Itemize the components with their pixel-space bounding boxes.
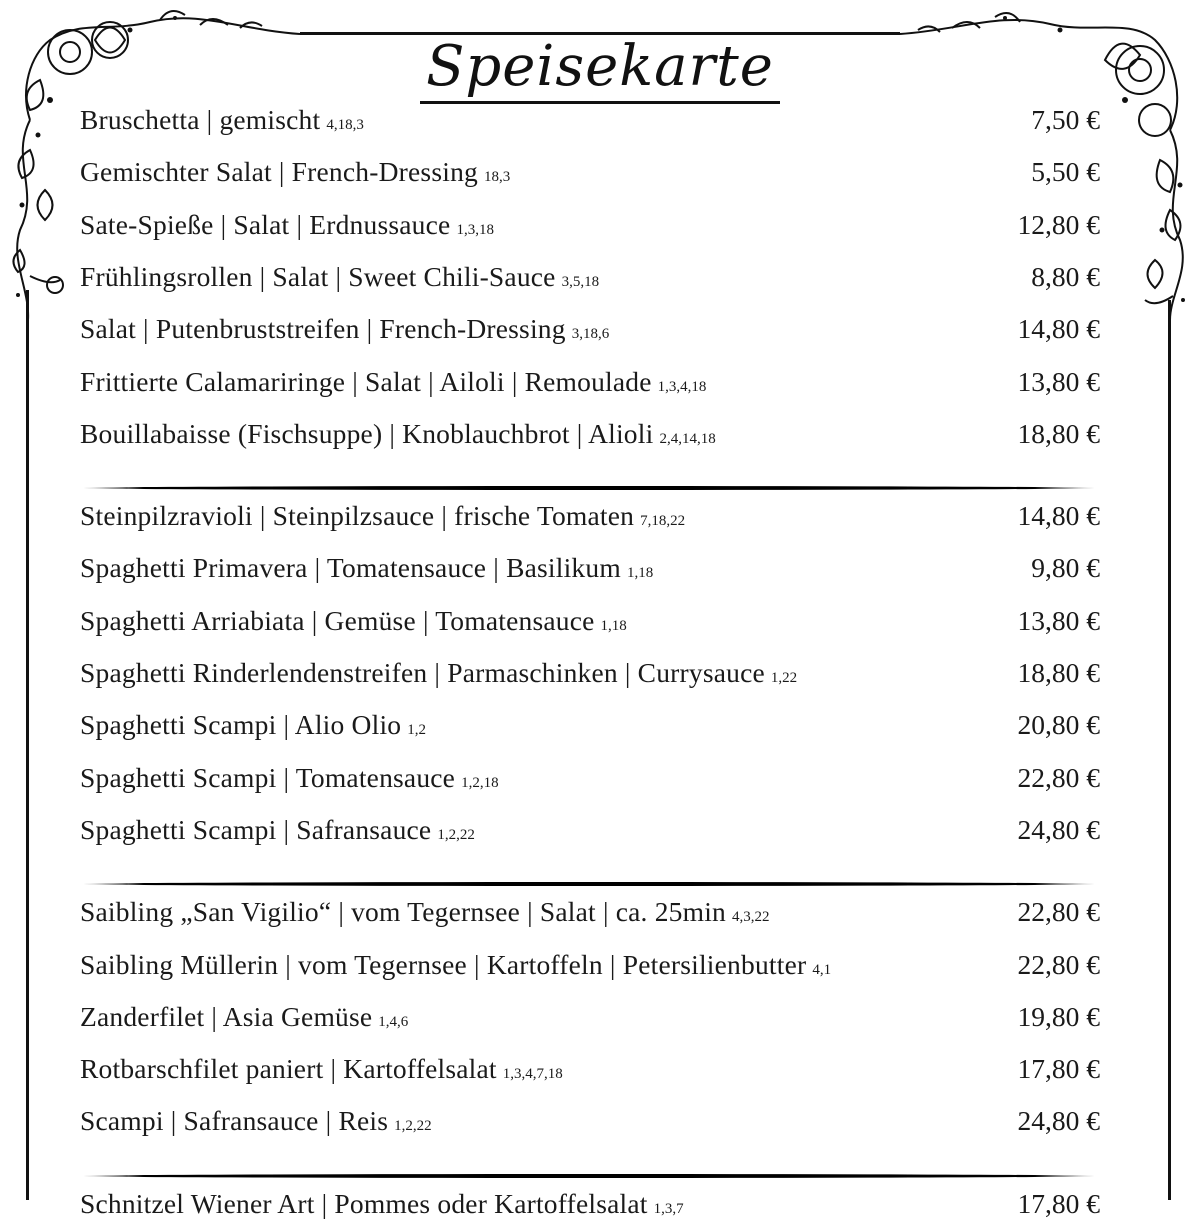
dish-title: Bruschetta | gemischt xyxy=(80,104,321,135)
menu-item xyxy=(80,758,1102,798)
menu-item xyxy=(80,892,1102,932)
dish-title: Frühlingsrollen | Salat | Sweet Chili-Sauce xyxy=(80,260,556,292)
dish-price: 12,80 € xyxy=(1017,208,1100,240)
menu-item xyxy=(80,997,1102,1037)
dish-price: 22,80 € xyxy=(1017,761,1100,793)
dish-price: 7,50 € xyxy=(1031,104,1100,135)
allergen-codes: 4,1 xyxy=(812,961,832,978)
allergen-codes: 7,18,22 xyxy=(640,513,686,530)
allergen-codes: 1,18 xyxy=(600,617,627,634)
dish-price: 14,80 € xyxy=(1017,500,1100,532)
frame-left-line xyxy=(26,290,29,1200)
allergen-codes: 1,4,6 xyxy=(378,1013,409,1030)
dish-title: Zanderfilet | Asia Gemüse xyxy=(80,1000,373,1032)
dish-name xyxy=(80,709,426,741)
section-divider xyxy=(84,1174,1094,1178)
dish-name xyxy=(80,1001,408,1033)
menu-item xyxy=(80,257,1102,297)
dish-title: Spaghetti Arriabiata | Gemüse | Tomatensauce xyxy=(80,604,595,636)
dish-price: 19,80 € xyxy=(1017,1000,1100,1032)
dish-price: 18,80 € xyxy=(1017,657,1100,688)
menu-item xyxy=(80,362,1102,402)
menu-item xyxy=(80,945,1102,985)
dish-title: Frittierte Calamariringe | Salat | Ailoli | Remoulade xyxy=(80,365,652,397)
menu-item xyxy=(80,548,1102,588)
dish-price: 8,80 € xyxy=(1031,260,1100,292)
dish-title: Spaghetti Scampi | Safransauce xyxy=(80,813,432,845)
dish-price: 5,50 € xyxy=(1031,156,1100,188)
dish-price: 17,80 € xyxy=(1017,1187,1100,1219)
dish-price: 22,80 € xyxy=(1017,948,1100,980)
menu-item xyxy=(80,100,1102,140)
menu-item xyxy=(80,653,1102,693)
dish-name xyxy=(80,1188,684,1220)
dish-name xyxy=(80,366,706,398)
dish-title: Steinpilzravioli | Steinpilzsauce | frische Tomaten xyxy=(80,500,635,532)
dish-name xyxy=(80,605,627,637)
dish-price: 22,80 € xyxy=(1017,896,1100,928)
allergen-codes: 3,18,6 xyxy=(571,326,610,343)
dish-title: Saibling „San Vigilio“ | vom Tegernsee | Salat | ca. 25min xyxy=(80,896,726,928)
menu-item xyxy=(80,1101,1102,1141)
menu-item xyxy=(80,601,1102,641)
frame-right-line xyxy=(1168,300,1171,1200)
menu-item xyxy=(80,152,1102,192)
dish-price: 24,80 € xyxy=(1017,1105,1100,1137)
dish-name xyxy=(80,949,831,981)
allergen-codes: 1,3,4,18 xyxy=(657,378,707,395)
dish-title: Saibling Müllerin | vom Tegernsee | Kartoffeln | Petersilienbutter xyxy=(80,948,807,980)
dish-price: 9,80 € xyxy=(1031,552,1100,584)
menu-item xyxy=(80,309,1102,349)
dish-title: Spaghetti Primavera | Tomatensauce | Basilikum xyxy=(80,552,621,584)
allergen-codes: 3,5,18 xyxy=(561,273,600,290)
allergen-codes: 1,18 xyxy=(626,565,654,582)
dish-name xyxy=(80,552,653,584)
allergen-codes: 1,2,18 xyxy=(461,774,499,791)
menu-item xyxy=(80,1184,1102,1224)
dish-title: Sate-Spieße | Salat | Erdnussauce xyxy=(80,208,451,240)
dish-title: Spaghetti Scampi | Tomatensauce xyxy=(80,761,456,793)
allergen-codes: 1,3,7 xyxy=(653,1200,684,1217)
dish-name xyxy=(80,896,769,928)
dish-name xyxy=(80,209,494,241)
dish-name xyxy=(80,1053,563,1085)
dish-name xyxy=(80,261,599,293)
allergen-codes: 1,22 xyxy=(770,670,798,686)
dish-name xyxy=(80,1105,432,1137)
allergen-codes: 1,2 xyxy=(407,722,426,739)
menu-item xyxy=(80,1049,1102,1089)
dish-title: Scampi | Safransauce | Reis xyxy=(80,1105,389,1137)
dish-name xyxy=(80,814,475,846)
allergen-codes: 4,3,22 xyxy=(731,909,770,926)
dish-name xyxy=(80,313,609,345)
dish-title: Schnitzel Wiener Art | Pommes oder Kartoffelsalat xyxy=(80,1187,648,1219)
dish-price: 13,80 € xyxy=(1017,604,1100,636)
dish-title: Salat | Putenbruststreifen | French-Dressing xyxy=(80,313,566,345)
menu-item xyxy=(80,705,1102,745)
menu-item xyxy=(80,414,1102,454)
allergen-codes: 1,2,22 xyxy=(394,1118,432,1135)
dish-name xyxy=(80,657,797,689)
dish-price: 13,80 € xyxy=(1017,365,1100,397)
dish-name xyxy=(80,500,685,532)
section-divider xyxy=(84,882,1094,886)
dish-price: 20,80 € xyxy=(1017,709,1100,741)
dish-price: 17,80 € xyxy=(1017,1053,1100,1085)
allergen-codes: 1,3,4,7,18 xyxy=(502,1066,563,1083)
menu-item xyxy=(80,810,1102,850)
dish-price: 24,80 € xyxy=(1017,813,1100,845)
menu-item xyxy=(80,205,1102,245)
dish-name xyxy=(80,104,364,136)
dish-title: Rotbarschfilet paniert | Kartoffelsalat xyxy=(80,1053,497,1085)
dish-title: Spaghetti Scampi | Alio Olio xyxy=(80,709,402,741)
allergen-codes: 2,4,14,18 xyxy=(659,430,716,447)
dish-price: 18,80 € xyxy=(1017,417,1100,449)
dish-price: 14,80 € xyxy=(1017,313,1100,345)
dish-title: Spaghetti Rinderlendenstreifen | Parmaschinken | Currysauce xyxy=(80,657,765,688)
dish-name xyxy=(80,762,499,794)
allergen-codes: 4,18,3 xyxy=(326,117,364,133)
page-title: Speisekarte xyxy=(0,34,1200,99)
dish-name xyxy=(80,418,716,450)
section-divider xyxy=(84,486,1094,490)
dish-title: Bouillabaisse (Fischsuppe) | Knoblauchbrot | Alioli xyxy=(80,417,654,449)
allergen-codes: 1,2,22 xyxy=(437,826,475,843)
allergen-codes: 1,3,18 xyxy=(456,221,494,238)
allergen-codes: 18,3 xyxy=(483,169,511,186)
dish-name xyxy=(80,156,510,188)
menu-item xyxy=(80,496,1102,536)
dish-title: Gemischter Salat | French-Dressing xyxy=(80,156,478,188)
